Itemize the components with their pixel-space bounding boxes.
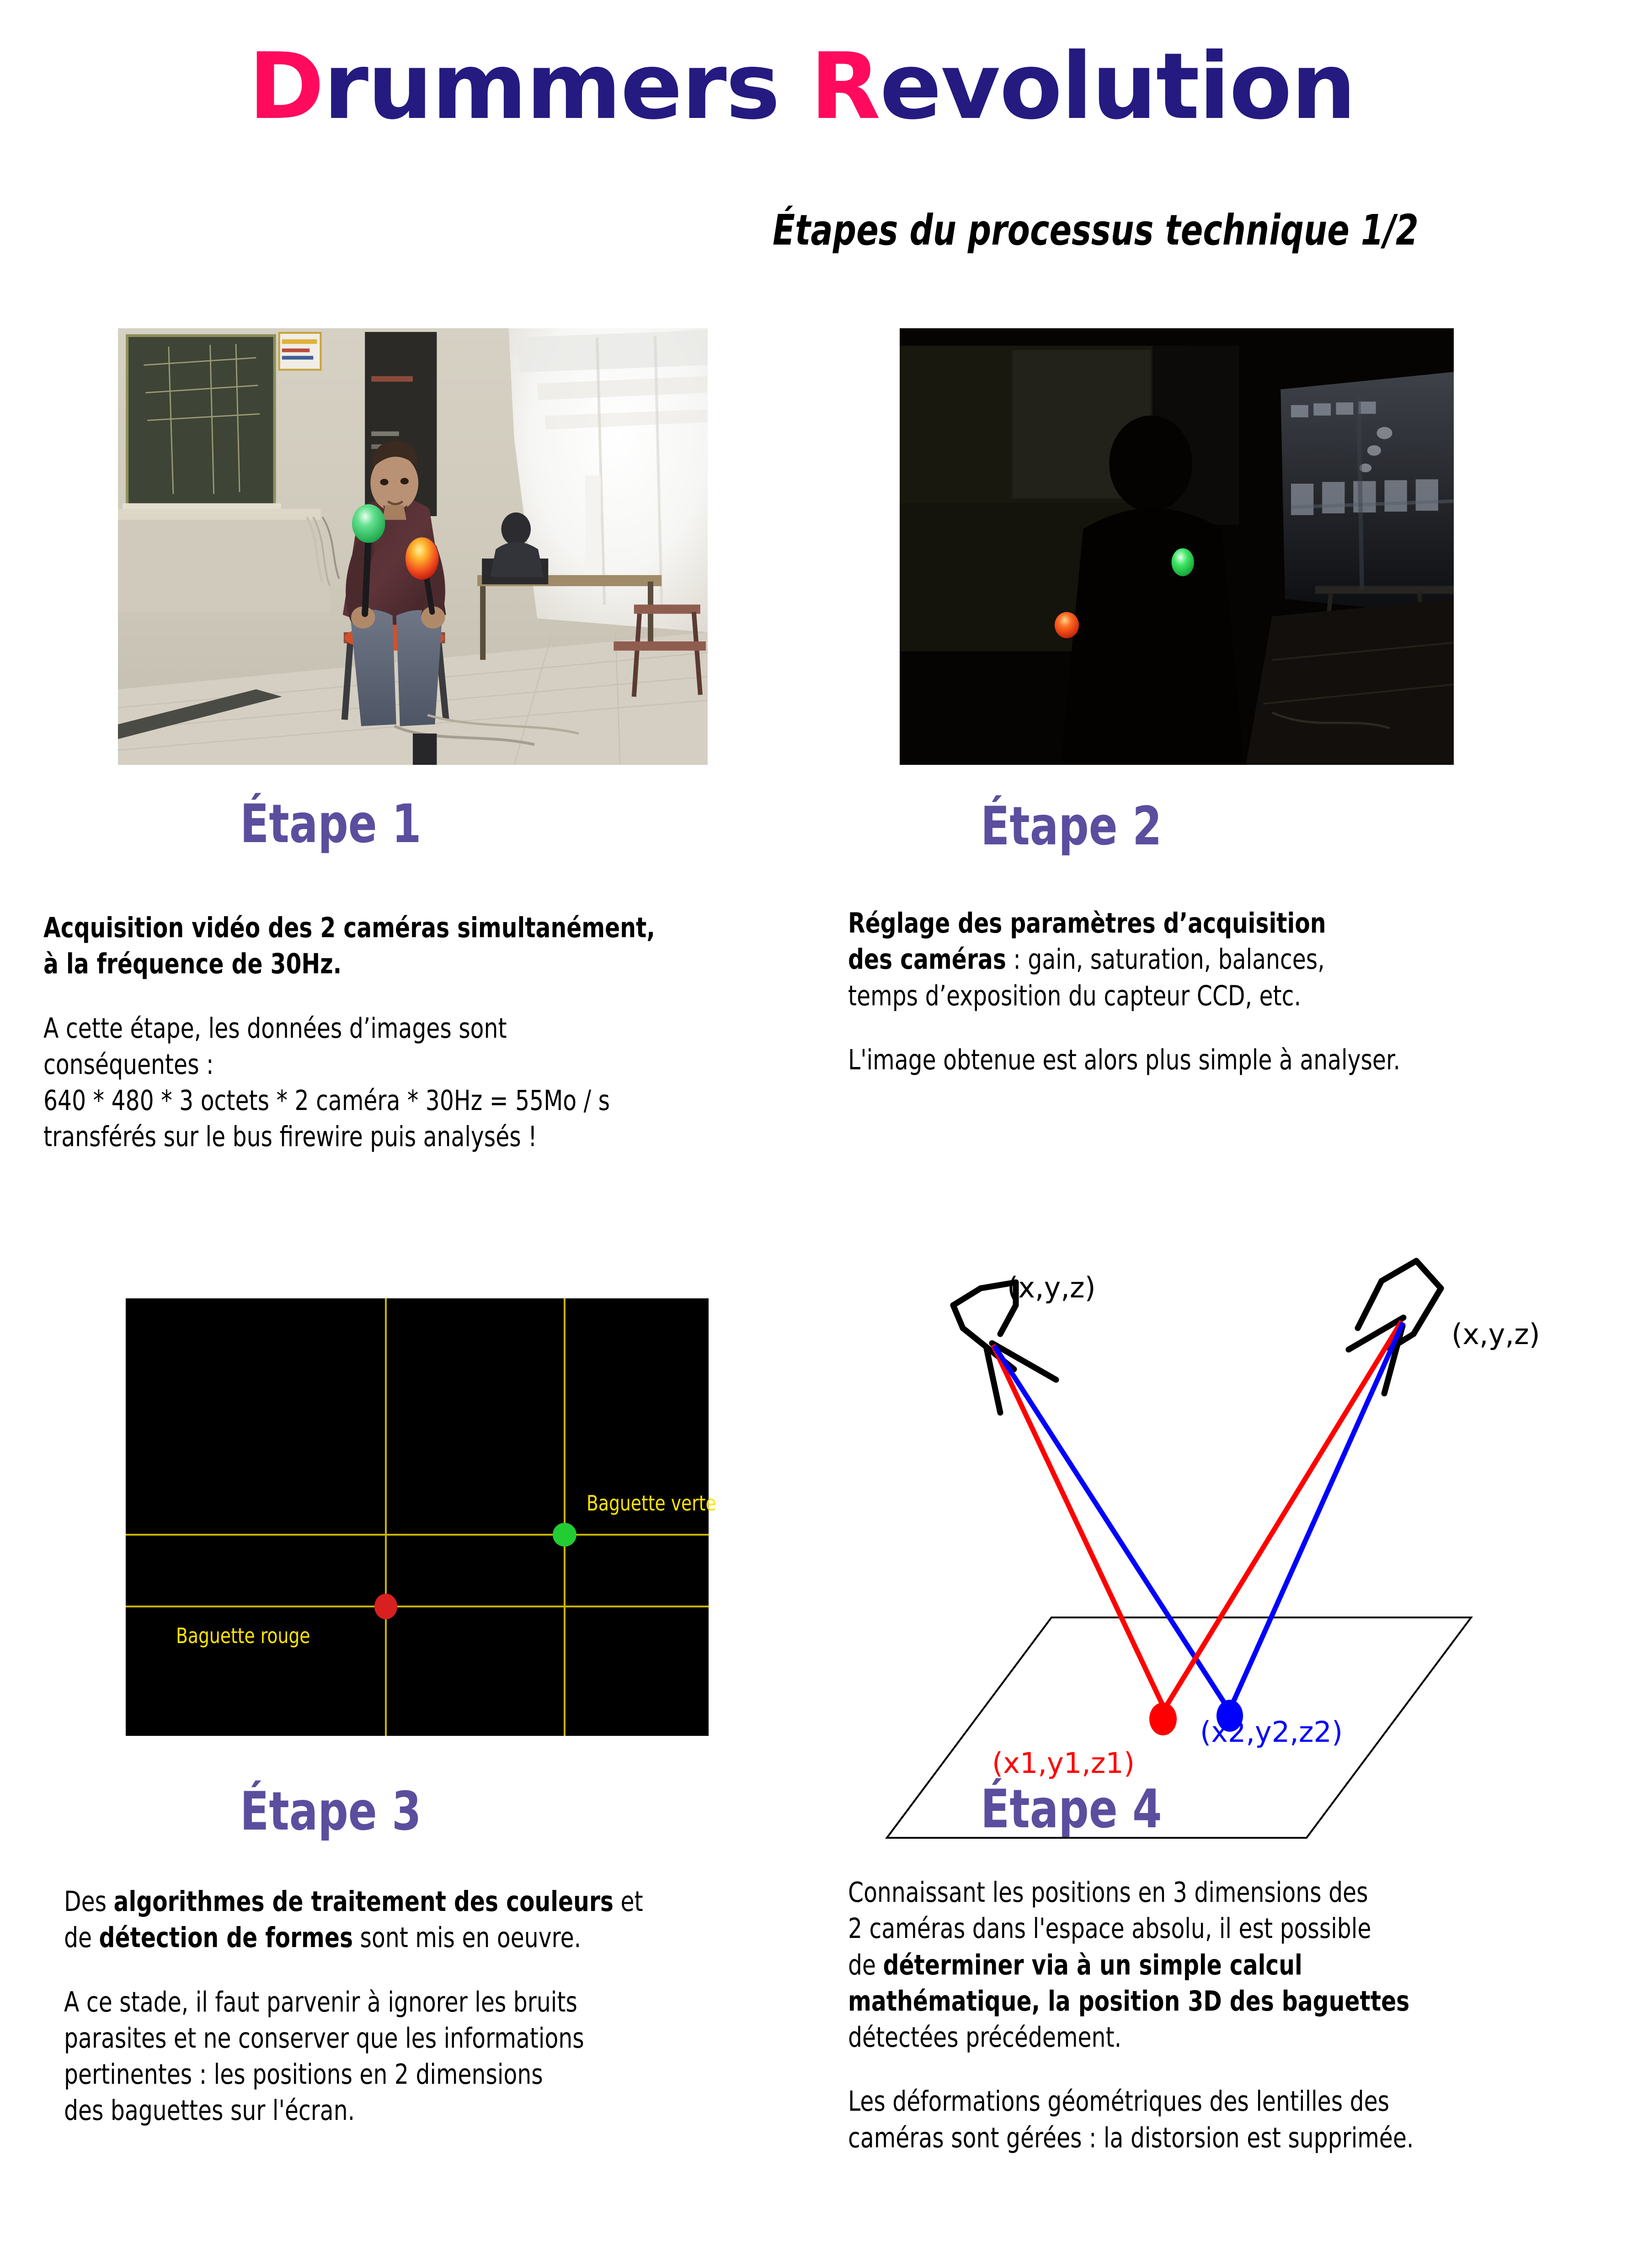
title-word-drummers: rummers bbox=[323, 33, 779, 140]
label-point-blue-coords: (x2,y2,z2) bbox=[1200, 1715, 1343, 1749]
title-space bbox=[779, 33, 811, 140]
step4-line4: mathématique, la position 3D des baguettes bbox=[848, 1985, 1410, 2017]
green-marker-glow bbox=[1172, 548, 1194, 576]
step3-line1-b: et bbox=[613, 1885, 643, 1918]
step4-line2: 2 caméras dans l'espace absolu, il est possible bbox=[848, 1912, 1371, 1945]
ray-left-to-blue bbox=[994, 1346, 1229, 1710]
step-text-2 bbox=[848, 905, 1634, 1078]
step4-line5: détectées précédement. bbox=[848, 2021, 1122, 2054]
step2-line2-bold: des caméras bbox=[848, 943, 1006, 976]
step4-line3-bold: déterminer via à un simple calcul bbox=[883, 1948, 1302, 1981]
step-text-3 bbox=[64, 1884, 869, 2129]
step3-line5: pertinentes : les positions en 2 dimensions bbox=[64, 2058, 543, 2091]
title-accent-r: R bbox=[810, 33, 880, 140]
step3-line3: A ce stade, il faut parvenir à ignorer les bruits bbox=[64, 1985, 577, 2018]
step3-line1-bold: algorithmes de traitement des couleurs bbox=[113, 1885, 614, 1918]
step2-line1: Réglage des paramètres d’acquisition bbox=[848, 907, 1326, 939]
step-label-1: Étape 1 bbox=[240, 793, 422, 855]
step1-line6: transférés sur le bus firewire puis analysés ! bbox=[43, 1121, 537, 1153]
step1-line5: 640 * 480 * 3 octets * 2 caméra * 30Hz = 55Mo / s bbox=[43, 1084, 610, 1117]
step1-line2: à la fréquence de 30Hz. bbox=[43, 948, 342, 981]
ray-right-to-red bbox=[1164, 1321, 1402, 1710]
diagram-3d-svg bbox=[855, 1211, 1595, 1780]
step-text-4 bbox=[848, 1874, 1638, 2156]
step-label-2: Étape 2 bbox=[981, 795, 1162, 857]
step4-line1: Connaissant les positions en 3 dimensions des bbox=[848, 1876, 1368, 1909]
ground-plane bbox=[887, 1617, 1471, 1838]
point-red-3d bbox=[1149, 1702, 1177, 1735]
step3-line2-bold: détection de formes bbox=[99, 1921, 353, 1954]
diagram-2d-background bbox=[126, 1298, 709, 1736]
step4-line6: Les déformations géométriques des lentilles des bbox=[848, 2085, 1390, 2118]
step1-line4: conséquentes : bbox=[43, 1048, 214, 1081]
step2-line3: temps d’exposition du capteur CCD, etc. bbox=[848, 979, 1301, 1012]
label-baguette-verte: Baguette verte bbox=[587, 1491, 716, 1516]
green-stick-glow bbox=[352, 504, 385, 543]
step1-line1: Acquisition vidéo des 2 caméras simultanément, bbox=[43, 912, 655, 944]
step-label-4: Étape 4 bbox=[981, 1778, 1162, 1840]
photo-etape-2 bbox=[900, 328, 1454, 765]
marker-red-baguette bbox=[374, 1594, 397, 1619]
marker-green-baguette bbox=[553, 1523, 576, 1547]
photo-etape-1 bbox=[118, 328, 708, 765]
camera-right-icon bbox=[1349, 1261, 1441, 1393]
ray-right-to-blue bbox=[1230, 1323, 1403, 1710]
label-baguette-rouge: Baguette rouge bbox=[176, 1623, 310, 1648]
step3-line6: des baguettes sur l'écran. bbox=[64, 2094, 355, 2127]
title-accent-d: D bbox=[248, 33, 324, 140]
photo-etape-2-render bbox=[900, 328, 1454, 765]
label-point-red-coords: (x1,y1,z1) bbox=[992, 1746, 1135, 1780]
diagram-2d-svg bbox=[126, 1298, 716, 1736]
label-camera-left-coords: (x,y,z) bbox=[1007, 1271, 1096, 1304]
step1-line3: A cette étape, les données d’images sont bbox=[43, 1012, 507, 1045]
label-camera-right-coords: (x,y,z) bbox=[1451, 1318, 1540, 1351]
step3-line1-a: Des bbox=[64, 1885, 114, 1918]
step2-line2-rest: : gain, saturation, balances, bbox=[1006, 943, 1325, 976]
diagram-3d-triangulation bbox=[855, 1211, 1595, 1780]
step3-line4: parasites et ne conserver que les informations bbox=[64, 2022, 584, 2055]
diagram-2d-detection bbox=[126, 1298, 716, 1736]
page-title bbox=[0, 33, 1604, 140]
step3-line2-a: de bbox=[64, 1921, 99, 1954]
step-text-1 bbox=[43, 910, 866, 1155]
red-stick-glow bbox=[405, 537, 439, 580]
step4-line7: caméras sont gérées : la distorsion est supprimée. bbox=[848, 2121, 1414, 2154]
step2-line4: L'image obtenue est alors plus simple à analyser. bbox=[848, 1043, 1401, 1076]
ray-left-to-red bbox=[993, 1345, 1165, 1710]
step4-line3-a: de bbox=[848, 1948, 883, 1981]
title-word-revolution: evolution bbox=[880, 33, 1355, 140]
page-subtitle: Étapes du processus technique 1/2 bbox=[773, 206, 1419, 255]
step3-line2-b: sont mis en oeuvre. bbox=[353, 1921, 582, 1954]
step-label-3: Étape 3 bbox=[240, 1781, 422, 1842]
photo-etape-1-render bbox=[118, 328, 708, 765]
red-marker-glow bbox=[1055, 612, 1079, 638]
